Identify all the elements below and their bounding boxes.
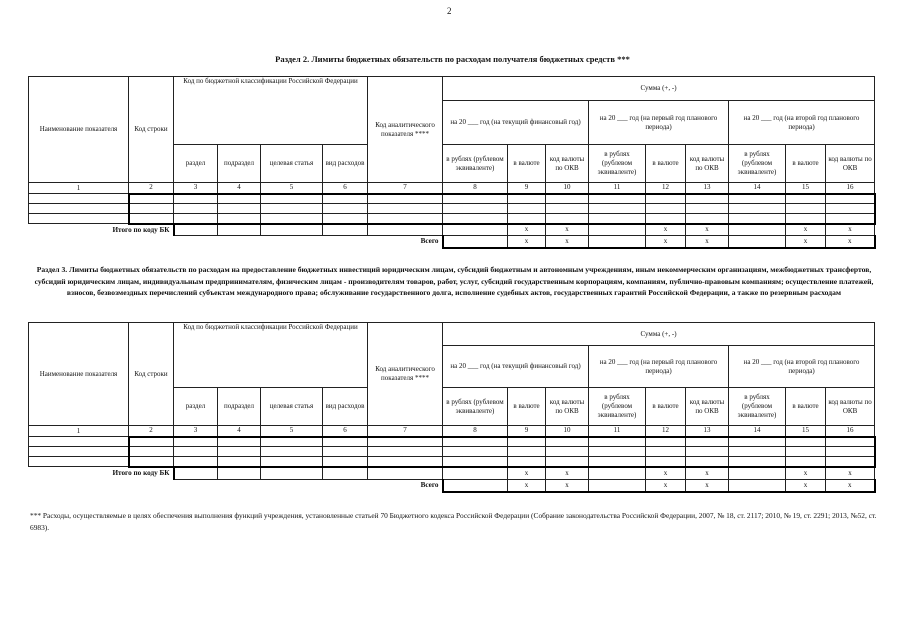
cell-currency-code[interactable] (546, 447, 589, 457)
header-rub: в рублях (рублевом эквиваленте) (589, 388, 646, 426)
header-row-code: Код строки (129, 323, 174, 426)
header-rub: в рублях (рублевом эквиваленте) (729, 145, 786, 183)
cell-amount-currency[interactable] (786, 447, 826, 457)
section-3-title: Раздел 3. Лимиты бюджетных обязательств по расходам на предоставление бюджетных инвестиций юридическим лицам, субсидий бюджетным и автономным учреждениям, иным некоммерческим организациям, межбюджетных трансфертов, субсидий юридическим лицам, индивидуальным предпринимателям, физическим лицам - производителям товаров, работ, услуг, субсидий государственным корпорациям, компаниям, публично-правовым компаниям; осуществление платежей, взносов, безвозмездных перечислений субъектам международного права; обслуживание государственного долга, исполнение судебных актов, государственных гарантий Российской Федерации, а также по резервным расходам (34, 265, 874, 297)
cell-podrazdel[interactable] (218, 457, 261, 467)
total-cell[interactable] (443, 480, 508, 492)
cell-expense-type[interactable] (323, 447, 368, 457)
subtotal-cell[interactable] (323, 224, 368, 236)
header-sum: Сумма (+, -) (443, 77, 875, 101)
cell-analytic-code[interactable] (368, 457, 443, 467)
cell-amount-rub[interactable] (589, 204, 646, 214)
header-second-plan-year: на 20 ___ год (на второй год планового периода) (729, 346, 875, 388)
cell-amount-rub[interactable] (589, 194, 646, 204)
x-mark: x (508, 236, 546, 248)
x-mark: x (508, 480, 546, 492)
cell-amount-rub[interactable] (589, 457, 646, 467)
subtotal-cell[interactable] (443, 467, 508, 480)
x-mark: x (786, 224, 826, 236)
cell-amount-currency[interactable] (646, 214, 686, 224)
subtotal-cell[interactable] (729, 467, 786, 480)
cell-amount-rub[interactable] (443, 204, 508, 214)
cell-analytic-code[interactable] (368, 447, 443, 457)
cell-razdel[interactable] (174, 437, 218, 447)
cell-target-article[interactable] (261, 457, 323, 467)
total-label: Всего (420, 237, 439, 246)
cell-indicator-name[interactable] (29, 457, 129, 467)
cell-currency-code[interactable] (546, 214, 589, 224)
header-analytic-code: Код аналитического показателя **** (368, 323, 443, 426)
cell-target-article[interactable] (261, 447, 323, 457)
header-razdel: раздел (174, 145, 218, 183)
cell-currency-code[interactable] (686, 194, 729, 204)
section-2-title: Раздел 2. Лимиты бюджетных обязательств по расходам получателя бюджетных средств *** (275, 54, 630, 64)
column-number: 7 (368, 426, 443, 437)
cell-target-article[interactable] (261, 214, 323, 224)
x-mark: x (546, 480, 589, 492)
cell-target-article[interactable] (261, 204, 323, 214)
total-cell[interactable] (589, 236, 646, 248)
data-row (29, 457, 875, 467)
header-currency: в валюте (786, 145, 826, 183)
column-number: 6 (323, 426, 368, 437)
cell-currency-code[interactable] (686, 437, 729, 447)
cell-currency-code[interactable] (686, 214, 729, 224)
cell-amount-rub[interactable] (589, 214, 646, 224)
data-row (29, 194, 875, 204)
section-3-table (28, 322, 876, 493)
header-target-article: целевая статья (261, 388, 323, 426)
subtotal-cell[interactable] (729, 224, 786, 236)
column-number: 2 (129, 183, 174, 194)
x-mark: x (686, 480, 729, 492)
subtotal-cell[interactable] (589, 467, 646, 480)
header-currency: в валюте (646, 145, 686, 183)
data-row (29, 204, 875, 214)
cell-expense-type[interactable] (323, 437, 368, 447)
cell-amount-currency[interactable] (646, 447, 686, 457)
header-okv: код валюты по ОКВ (686, 145, 729, 183)
cell-amount-currency[interactable] (508, 214, 546, 224)
cell-podrazdel[interactable] (218, 214, 261, 224)
subtotal-cell[interactable] (174, 224, 218, 236)
header-budget-classification: Код по бюджетной классификации Российской Федерации (174, 323, 368, 388)
subtotal-cell[interactable] (443, 224, 508, 236)
column-number: 16 (826, 426, 875, 437)
x-mark: x (646, 236, 686, 248)
column-number: 15 (786, 183, 826, 194)
header-analytic-code: Код аналитического показателя **** (368, 77, 443, 183)
header-expense-type: вид расходов (323, 388, 368, 426)
cell-row-code[interactable] (129, 457, 174, 467)
cell-amount-rub[interactable] (443, 447, 508, 457)
header-currency: в валюте (508, 145, 546, 183)
column-number: 8 (443, 183, 508, 194)
cell-currency-code[interactable] (826, 194, 875, 204)
column-number: 10 (546, 183, 589, 194)
cell-expense-type[interactable] (323, 457, 368, 467)
column-number: 14 (729, 183, 786, 194)
header-rub: в рублях (рублевом эквиваленте) (443, 388, 508, 426)
footnote: *** Расходы, осуществляемые в целях обеспечения выполнения функций учреждения, установленные статьей 70 Бюджетного кодекса Российской Федерации (Собрание законодательства Российской Федерации, 2007, № 18, ст. 2117; 2010, № 19, ст. 2291; 2013, №52, ст. 6983). (30, 511, 877, 532)
cell-razdel[interactable] (174, 214, 218, 224)
cell-row-code[interactable] (129, 194, 174, 204)
cell-indicator-name[interactable] (29, 437, 129, 447)
total-cell[interactable] (729, 480, 786, 492)
cell-amount-currency[interactable] (786, 437, 826, 447)
header-podrazdel: подраздел (218, 388, 261, 426)
cell-target-article[interactable] (261, 437, 323, 447)
column-number: 9 (508, 426, 546, 437)
header-currency: в валюте (508, 388, 546, 426)
header-sum: Сумма (+, -) (443, 323, 875, 346)
subtotal-row (29, 224, 875, 236)
total-row (29, 236, 875, 248)
header-currency: в валюте (646, 388, 686, 426)
cell-amount-rub[interactable] (443, 214, 508, 224)
cell-amount-rub[interactable] (729, 447, 786, 457)
total-cell[interactable] (443, 236, 508, 248)
header-okv: код валюты по ОКВ (826, 388, 875, 426)
x-mark: x (646, 224, 686, 236)
header-indicator-name: Наименование показателя (29, 323, 129, 426)
column-number: 10 (546, 426, 589, 437)
x-mark: x (646, 467, 686, 480)
x-mark: x (508, 467, 546, 480)
cell-expense-type[interactable] (323, 214, 368, 224)
x-mark: x (646, 480, 686, 492)
header-okv: код валюты по ОКВ (546, 145, 589, 183)
cell-amount-currency[interactable] (508, 437, 546, 447)
x-mark: x (786, 467, 826, 480)
cell-amount-rub[interactable] (729, 214, 786, 224)
cell-indicator-name[interactable] (29, 214, 129, 224)
cell-amount-currency[interactable] (786, 194, 826, 204)
subtotal-cell[interactable] (218, 467, 261, 480)
x-mark: x (826, 467, 875, 480)
cell-amount-rub[interactable] (729, 194, 786, 204)
column-number: 13 (686, 183, 729, 194)
subtotal-row (29, 467, 875, 480)
column-number: 4 (218, 183, 261, 194)
cell-target-article[interactable] (261, 194, 323, 204)
x-mark: x (686, 224, 729, 236)
cell-amount-rub[interactable] (729, 437, 786, 447)
cell-row-code[interactable] (129, 214, 174, 224)
cell-expense-type[interactable] (323, 194, 368, 204)
header-current-year: на 20 ___ год (на текущий финансовый год) (443, 346, 589, 388)
cell-amount-currency[interactable] (646, 194, 686, 204)
cell-podrazdel[interactable] (218, 204, 261, 214)
column-number: 16 (826, 183, 875, 194)
column-number: 8 (443, 426, 508, 437)
header-okv: код валюты по ОКВ (686, 388, 729, 426)
column-number: 6 (323, 183, 368, 194)
cell-currency-code[interactable] (546, 204, 589, 214)
cell-indicator-name[interactable] (29, 447, 129, 457)
cell-currency-code[interactable] (826, 204, 875, 214)
cell-amount-rub[interactable] (443, 194, 508, 204)
subtotal-cell[interactable] (261, 224, 323, 236)
cell-analytic-code[interactable] (368, 437, 443, 447)
column-number-row (29, 426, 875, 437)
cell-currency-code[interactable] (826, 457, 875, 467)
column-number: 11 (589, 426, 646, 437)
cell-amount-rub[interactable] (589, 437, 646, 447)
cell-amount-currency[interactable] (508, 447, 546, 457)
subtotal-label: Итого по коду БК (112, 225, 170, 234)
total-label: Всего (420, 481, 439, 490)
column-number: 3 (174, 426, 218, 437)
cell-currency-code[interactable] (826, 437, 875, 447)
section-2-table (28, 76, 876, 249)
cell-podrazdel[interactable] (218, 437, 261, 447)
cell-analytic-code[interactable] (368, 214, 443, 224)
cell-podrazdel[interactable] (218, 194, 261, 204)
cell-amount-currency[interactable] (646, 437, 686, 447)
cell-amount-currency[interactable] (508, 194, 546, 204)
cell-currency-code[interactable] (686, 457, 729, 467)
cell-indicator-name[interactable] (29, 204, 129, 214)
total-cell[interactable] (589, 480, 646, 492)
header-first-plan-year: на 20 ___ год (на первый год планового периода) (589, 101, 729, 145)
cell-amount-rub[interactable] (589, 447, 646, 457)
subtotal-label: Итого по коду БК (112, 469, 170, 477)
data-row (29, 437, 875, 447)
cell-amount-currency[interactable] (508, 204, 546, 214)
x-mark: x (508, 224, 546, 236)
cell-amount-rub[interactable] (729, 457, 786, 467)
column-number: 11 (589, 183, 646, 194)
column-number: 13 (686, 426, 729, 437)
cell-amount-currency[interactable] (786, 457, 826, 467)
x-mark: x (546, 236, 589, 248)
subtotal-cell[interactable] (589, 224, 646, 236)
cell-razdel[interactable] (174, 447, 218, 457)
x-mark: x (826, 224, 875, 236)
header-expense-type: вид расходов (323, 145, 368, 183)
cell-analytic-code[interactable] (368, 204, 443, 214)
cell-currency-code[interactable] (546, 194, 589, 204)
header-currency: в валюте (786, 388, 826, 426)
header-okv: код валюты по ОКВ (826, 145, 875, 183)
cell-row-code[interactable] (129, 437, 174, 447)
x-mark: x (546, 224, 589, 236)
header-razdel: раздел (174, 388, 218, 426)
column-number: 12 (646, 426, 686, 437)
header-budget-classification: Код по бюджетной классификации Российской Федерации (174, 77, 368, 145)
cell-currency-code[interactable] (546, 437, 589, 447)
subtotal-cell[interactable] (261, 467, 323, 480)
column-number: 5 (261, 183, 323, 194)
cell-razdel[interactable] (174, 194, 218, 204)
subtotal-cell[interactable] (218, 224, 261, 236)
data-row (29, 447, 875, 457)
x-mark: x (826, 236, 875, 248)
cell-razdel[interactable] (174, 204, 218, 214)
header-rub: в рублях (рублевом эквиваленте) (443, 145, 508, 183)
subtotal-cell[interactable] (323, 467, 368, 480)
cell-row-code[interactable] (129, 204, 174, 214)
column-number: 1 (29, 426, 129, 437)
column-number: 12 (646, 183, 686, 194)
header-okv: код валюты по ОКВ (546, 388, 589, 426)
cell-amount-currency[interactable] (646, 457, 686, 467)
x-mark: x (826, 480, 875, 492)
header-rub: в рублях (рублевом эквиваленте) (589, 145, 646, 183)
column-number: 14 (729, 426, 786, 437)
total-cell[interactable] (729, 236, 786, 248)
total-row (29, 480, 875, 492)
header-target-article: целевая статья (261, 145, 323, 183)
x-mark: x (786, 480, 826, 492)
cell-amount-currency[interactable] (508, 457, 546, 467)
cell-currency-code[interactable] (546, 457, 589, 467)
column-number: 15 (786, 426, 826, 437)
cell-currency-code[interactable] (826, 214, 875, 224)
x-mark: x (546, 467, 589, 480)
column-number: 7 (368, 183, 443, 194)
subtotal-cell[interactable] (174, 467, 218, 480)
header-second-plan-year: на 20 ___ год (на второй год планового периода) (729, 101, 875, 145)
cell-podrazdel[interactable] (218, 447, 261, 457)
data-row (29, 214, 875, 224)
column-number: 5 (261, 426, 323, 437)
cell-currency-code[interactable] (686, 447, 729, 457)
header-podrazdel: подраздел (218, 145, 261, 183)
cell-currency-code[interactable] (686, 204, 729, 214)
header-indicator-name: Наименование показателя (29, 77, 129, 183)
column-number: 3 (174, 183, 218, 194)
header-first-plan-year: на 20 ___ год (на первый год планового периода) (589, 346, 729, 388)
subtotal-cell[interactable] (368, 224, 443, 236)
cell-amount-rub[interactable] (443, 457, 508, 467)
header-rub: в рублях (рублевом эквиваленте) (729, 388, 786, 426)
column-number-row (29, 183, 875, 194)
column-number: 4 (218, 426, 261, 437)
cell-row-code[interactable] (129, 447, 174, 457)
cell-indicator-name[interactable] (29, 194, 129, 204)
x-mark: x (686, 236, 729, 248)
x-mark: x (686, 467, 729, 480)
cell-amount-currency[interactable] (786, 214, 826, 224)
subtotal-cell[interactable] (368, 467, 443, 480)
column-number: 9 (508, 183, 546, 194)
cell-amount-rub[interactable] (443, 437, 508, 447)
cell-expense-type[interactable] (323, 204, 368, 214)
cell-amount-currency[interactable] (646, 204, 686, 214)
cell-currency-code[interactable] (826, 447, 875, 457)
column-number: 1 (29, 183, 129, 194)
x-mark: x (786, 236, 826, 248)
cell-analytic-code[interactable] (368, 194, 443, 204)
column-number: 2 (129, 426, 174, 437)
cell-amount-rub[interactable] (729, 204, 786, 214)
cell-amount-currency[interactable] (786, 204, 826, 214)
header-row-code: Код строки (129, 77, 174, 183)
page-number: 2 (447, 6, 452, 16)
header-current-year: на 20 ___ год (на текущий финансовый год) (443, 101, 589, 145)
cell-razdel[interactable] (174, 457, 218, 467)
